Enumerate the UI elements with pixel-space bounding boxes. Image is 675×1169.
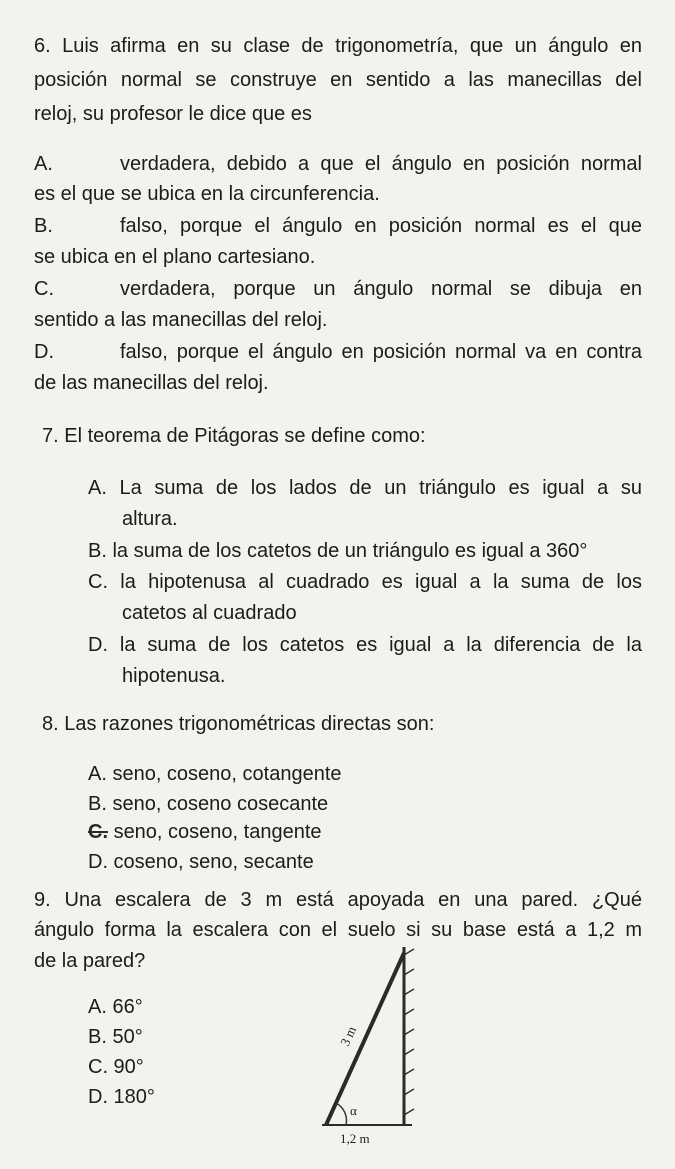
q9-stem-line2: ángulo forma la escalera con el suelo si su base está a 1,2 m xyxy=(34,919,642,941)
q6-option-c-letter: C. xyxy=(34,278,54,300)
ladder-diagram xyxy=(300,935,460,1160)
base-distance-label: 1,2 m xyxy=(340,1131,370,1146)
q6-stem-line3: reloj, su profesor le dice que es xyxy=(34,103,312,125)
q7-option-a-line2: altura. xyxy=(122,508,178,530)
q9-option-d: D. 180° xyxy=(88,1086,155,1108)
q6-option-b-line2: se ubica en el plano cartesiano. xyxy=(34,246,316,268)
q8-option-c xyxy=(88,820,322,844)
q9-stem-line3: de la pared? xyxy=(34,950,146,972)
q6-option-c-line2: sentido a las manecillas del reloj. xyxy=(34,309,328,331)
q6-option-d-line2: de las manecillas del reloj. xyxy=(34,372,269,394)
q8-option-c-marked-letter: C. xyxy=(88,821,108,843)
q8-option-d: D. coseno, seno, secante xyxy=(88,851,314,873)
angle-alpha-label: α xyxy=(350,1103,357,1118)
ladder-length-label: 3 m xyxy=(337,1023,360,1049)
q6-option-c-line1: verdadera, porque un ángulo normal se dibuja en xyxy=(120,278,642,300)
q7-option-d-line2: hipotenusa. xyxy=(122,665,226,687)
q6-option-d-line1: falso, porque el ángulo en posición normal va en contra xyxy=(120,341,642,363)
q6-option-a-line2: es el que se ubica en la circunferencia. xyxy=(34,183,380,205)
angle-arc xyxy=(336,1103,346,1125)
q6-option-d-letter: D. xyxy=(34,341,54,363)
q7-option-a-line1: A. La suma de los lados de un triángulo es igual a su xyxy=(88,477,642,499)
q8-option-a: A. seno, coseno, cotangente xyxy=(88,763,342,785)
q9-stem-line1: 9. Una escalera de 3 m está apoyada en una pared. ¿Qué xyxy=(34,889,642,911)
q8-stem: 8. Las razones trigonométricas directas son: xyxy=(42,713,435,735)
q9-option-b: B. 50° xyxy=(88,1026,143,1048)
q7-stem: 7. El teorema de Pitágoras se define como: xyxy=(42,425,426,447)
q6-option-b-line1: falso, porque el ángulo en posición normal es el que xyxy=(120,215,642,237)
q6-option-b-letter: B. xyxy=(34,215,53,237)
q6-option-a-letter: A. xyxy=(34,153,53,175)
q6-stem-line1: 6. Luis afirma en su clase de trigonometría, que un ángulo en xyxy=(34,35,642,57)
q6-stem-line2: posición normal se construye en sentido a las manecillas del xyxy=(34,69,642,91)
q7-option-b: B. la suma de los catetos de un triángulo es igual a 360° xyxy=(88,540,588,562)
q9-option-a: A. 66° xyxy=(88,996,143,1018)
q8-option-b: B. seno, coseno cosecante xyxy=(88,793,329,815)
q7-option-c-line1: C. la hipotenusa al cuadrado es igual a la suma de los xyxy=(88,571,642,593)
q9-option-c: C. 90° xyxy=(88,1056,144,1078)
q7-option-c-line2: catetos al cuadrado xyxy=(122,602,297,624)
q7-option-d-line1: D. la suma de los catetos es igual a la diferencia de la xyxy=(88,634,642,656)
ladder-figure xyxy=(300,935,460,1160)
q8-option-c-text: seno, coseno, tangente xyxy=(113,821,322,843)
q6-option-a-line1: verdadera, debido a que el ángulo en posición normal xyxy=(120,153,642,175)
